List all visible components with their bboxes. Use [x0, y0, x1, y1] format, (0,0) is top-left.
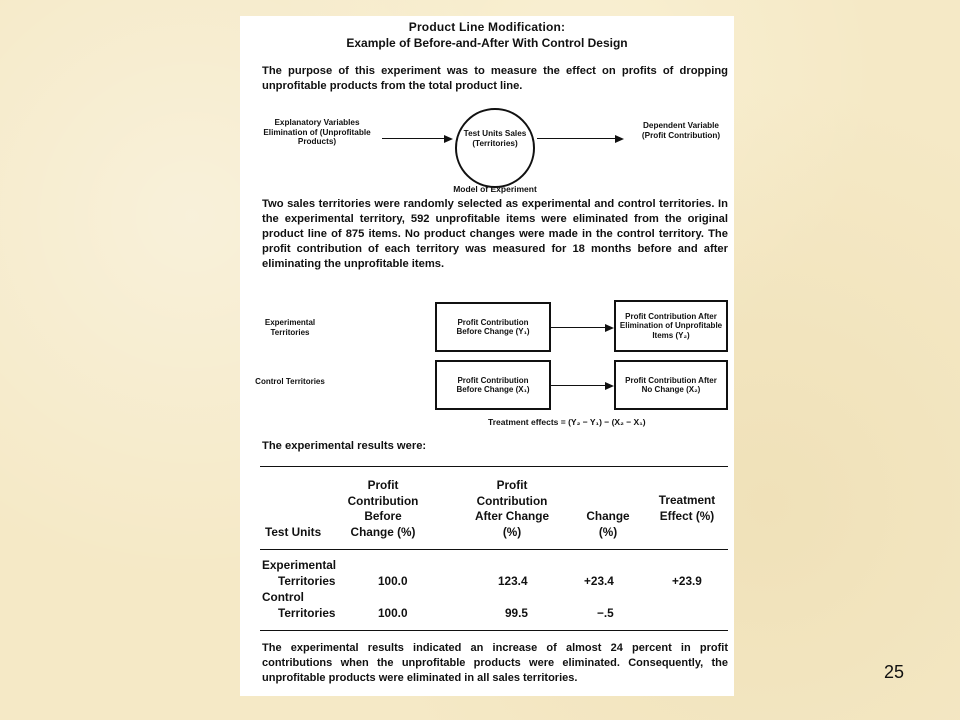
- row-label: Control: [262, 590, 304, 604]
- table-rule-mid: [260, 549, 728, 550]
- control-territories-label: Control Territories: [255, 377, 325, 386]
- arrow-line: [382, 138, 444, 139]
- arrow-line: [551, 327, 605, 328]
- th-effect: Treatment Effect (%): [658, 493, 716, 523]
- arrow-right-icon: [605, 324, 614, 332]
- row-label: Territories: [278, 574, 336, 588]
- th-test-units: Test Units: [265, 525, 322, 539]
- arrow-line: [537, 138, 615, 139]
- row-label: Experimental: [262, 558, 337, 572]
- document-title: Product Line Modification:: [408, 20, 566, 34]
- ctl-before-label: Profit Contribution Before Change (X₁): [456, 375, 530, 394]
- test-units-label: Test Units Sales (Territories): [463, 129, 527, 148]
- experimental-territories-label: Experimental Territories: [264, 318, 316, 337]
- ctl-before-box: [435, 360, 551, 410]
- arrow-right-icon: [444, 135, 453, 143]
- exp-before-label: Profit Contribution Before Change (Y₁): [456, 317, 530, 336]
- explanatory-variables-label: Explanatory Variables Elimination of (Unprofitable Products): [263, 118, 371, 146]
- arrow-line: [551, 385, 605, 386]
- test-units-circle: [455, 108, 535, 188]
- document-subtitle: Example of Before-and-After With Control Design: [346, 36, 628, 50]
- conclusion-paragraph: The experimental results indicated an increase of almost 24 percent in profit contributions when the unprofitable products were eliminated. Consequently, the unprofitable products were eliminated in all sales territories.: [262, 642, 728, 684]
- arrow-right-icon: [615, 135, 624, 143]
- exp-before-box: [435, 302, 551, 352]
- cell-after: 123.4: [498, 574, 528, 588]
- results-intro: The experimental results were:: [262, 440, 427, 452]
- table-rule-top: [260, 466, 728, 467]
- row-label: Territories: [278, 606, 336, 620]
- treatment-formula: Treatment effects = (Y₂ − Y₁) − (X₂ − X₁): [488, 417, 646, 427]
- slide-number: 25: [883, 662, 905, 682]
- ctl-after-label: Profit Contribution After No Change (X₂): [625, 375, 717, 394]
- cell-before: 100.0: [378, 574, 408, 588]
- document-page: [240, 16, 734, 696]
- dependent-variable-label: Dependent Variable (Profit Contribution): [641, 121, 721, 140]
- cell-change: −.5: [597, 606, 614, 620]
- ctl-after-box: [614, 360, 728, 410]
- model-caption: Model of Experiment: [453, 184, 537, 194]
- cell-change: +23.4: [584, 574, 614, 588]
- cell-after: 99.5: [505, 606, 528, 620]
- table-rule-bottom: [260, 630, 728, 631]
- exp-after-label: Profit Contribution After Elimination of Unprofitable Items (Y₂): [619, 311, 723, 340]
- th-change: Change (%): [586, 509, 630, 539]
- th-before: Profit Contribution Before Change (%): [347, 478, 419, 539]
- cell-before: 100.0: [378, 606, 408, 620]
- exp-after-box: [614, 300, 728, 352]
- description-paragraph: Two sales territories were randomly selected as experimental and control territories. In the experimental territory, 592 unprofitable items were eliminated from the original product line of 875 items. No product changes were made in the control territory. The profit contribution of each territory was measured for 18 months before and after eliminating the unprofitable items.: [262, 198, 728, 270]
- th-after: Profit Contribution After Change (%): [474, 478, 550, 539]
- cell-effect: +23.9: [672, 574, 702, 588]
- purpose-paragraph: The purpose of this experiment was to measure the effect on profits of dropping unprofitable products from the total product line.: [262, 65, 728, 92]
- arrow-right-icon: [605, 382, 614, 390]
